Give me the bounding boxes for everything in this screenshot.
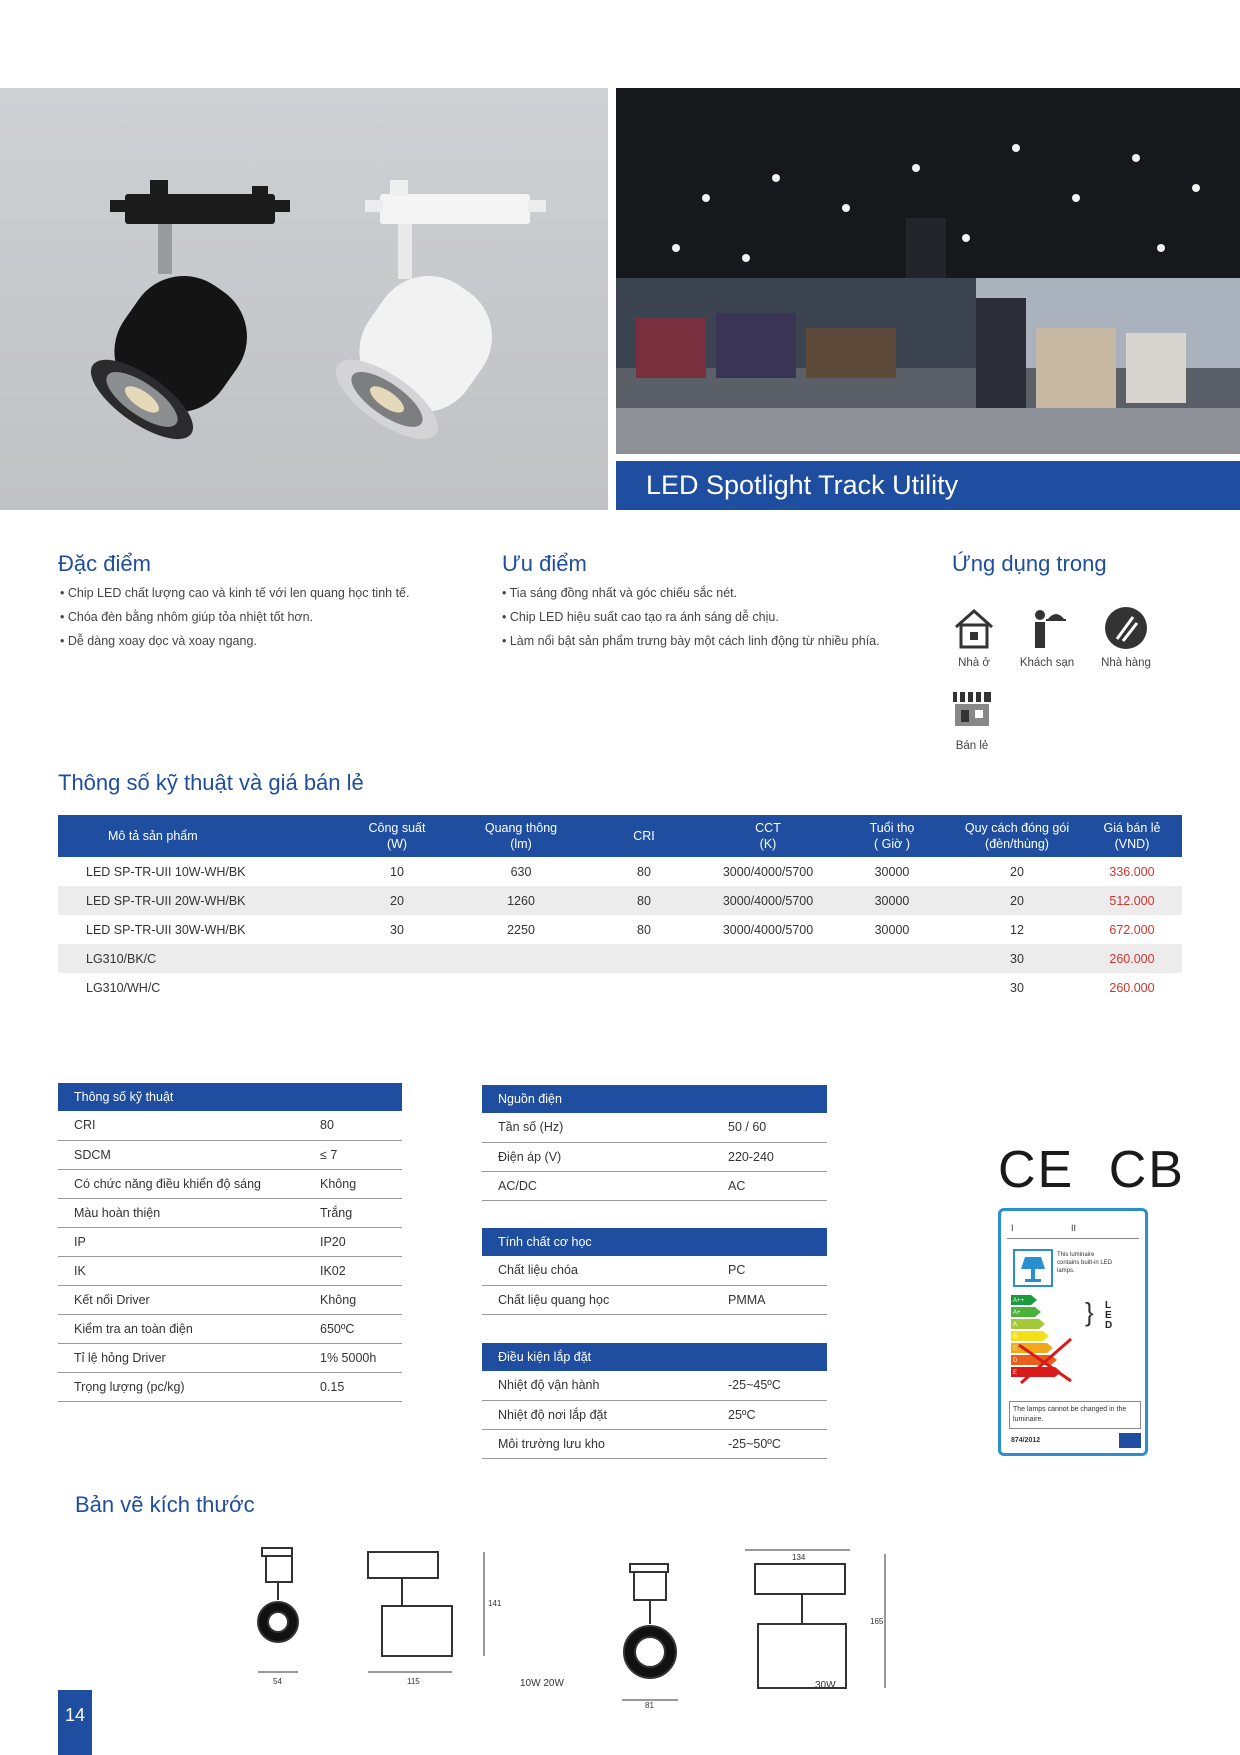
page-number: 14: [58, 1690, 92, 1755]
dim-134: 134: [792, 1553, 806, 1562]
list-item: • Chip LED hiệu suất cao tạo ra ánh sáng dễ chịu.: [502, 610, 922, 624]
installation-title: Điều kiện lắp đặt: [482, 1343, 827, 1371]
installation-table: [482, 1343, 827, 1459]
table-row: IK IK02: [58, 1256, 402, 1285]
dim-54: 54: [273, 1677, 282, 1686]
drawing-label-b: 30W: [815, 1680, 836, 1691]
table-row: CRI 80: [58, 1111, 402, 1140]
waiter-icon: [1024, 605, 1070, 651]
table-row: Kiểm tra an toàn điện 650ºC: [58, 1314, 402, 1343]
lamp-icon: [1013, 1249, 1053, 1287]
product-photo: [0, 88, 608, 510]
drawings-title: Bản vẽ kích thước: [75, 1492, 255, 1517]
table-row: AC/DC AC: [482, 1171, 827, 1200]
store-icon: [949, 688, 995, 734]
table-row: Tần số (Hz) 50 / 60: [482, 1113, 827, 1142]
dim-115: 115: [407, 1677, 420, 1686]
table-row: Kết nối Driver Không: [58, 1285, 402, 1314]
tech-specs-table: [58, 1083, 402, 1402]
table-row: LED SP-TR-UII 10W-WH/BK 10 630 80 3000/4000/5700 30000 20 336.000: [86, 864, 1155, 879]
applications-title: Ứng dụng trong: [952, 551, 1107, 576]
table-row: IP IP20: [58, 1227, 402, 1256]
col-cri: CRI: [584, 815, 704, 857]
col-packing: Quy cách đóng gói (đèn/thùng): [952, 815, 1082, 857]
energy-class-labels: A++ A+ A B C D E: [1013, 1298, 1025, 1376]
product-title-banner: LED Spotlight Track Utility: [616, 461, 1240, 510]
list-item: • Dễ dàng xoay dọc và xoay ngang.: [60, 634, 480, 648]
advantages-title: Ưu điểm: [502, 551, 587, 576]
mechanical-table: [482, 1228, 827, 1315]
col-lifetime: Tuổi thọ ( Giờ ): [832, 815, 952, 857]
led-letters: L E D: [1105, 1300, 1113, 1331]
black-spotlight-image: [79, 180, 290, 454]
features-list: [60, 586, 480, 658]
dim-81: 81: [645, 1701, 654, 1710]
table-row: Tỉ lệ hỏng Driver 1% 5000h: [58, 1343, 402, 1372]
list-item: • Chip LED chất lượng cao và kinh tế với len quang học tinh tế.: [60, 586, 480, 600]
features-title: Đặc điểm: [58, 551, 151, 576]
ce-mark: CE: [998, 1141, 1075, 1199]
price-section-title: Thông số kỹ thuật và giá bán lẻ: [58, 770, 364, 795]
dim-141: 141: [488, 1599, 502, 1608]
white-spotlight-image: [324, 180, 546, 454]
store-photo: [616, 88, 1240, 454]
table-row: Màu hoàn thiện Trắng: [58, 1198, 402, 1227]
col-price: Giá bán lẻ (VND): [1082, 815, 1182, 857]
col-description: Mô tả sản phẩm: [58, 815, 336, 857]
table-row: Chất liệu quang học PMMA: [482, 1285, 827, 1314]
list-item: • Làm nổi bật sản phẩm trưng bày một cách linh động từ nhiều phía.: [502, 634, 922, 648]
list-item: • Chóa đèn bằng nhôm giúp tỏa nhiệt tốt hơn.: [60, 610, 480, 624]
col-cct: CCT (K): [704, 815, 832, 857]
col-lumen: Quang thông (lm): [458, 815, 584, 857]
dimension-drawings: [240, 1540, 890, 1710]
app-hotel: Khách sạn: [1012, 605, 1082, 669]
price-table: [58, 815, 1182, 1002]
table-row: LED SP-TR-UII 30W-WH/BK 30 2250 80 3000/4000/5700 30000 12 672.000: [86, 922, 1155, 937]
drawing-label-a: 10W 20W: [520, 1678, 564, 1689]
table-row: Nhiệt độ nơi lắp đặt 25ºC: [482, 1400, 827, 1429]
table-header-row: [58, 815, 1182, 857]
advantages-list: [502, 586, 922, 658]
list-item: • Tia sáng đồng nhất và góc chiếu sắc nét.: [502, 586, 922, 600]
app-restaurant: Nhà hàng: [1091, 605, 1161, 669]
power-title: Nguồn điện: [482, 1085, 827, 1113]
table-row: SDCM ≤ 7: [58, 1140, 402, 1169]
house-icon: [951, 605, 997, 651]
tech-specs-title: Thông số kỹ thuật: [58, 1083, 402, 1111]
table-row: Có chức năng điều khiển độ sáng Không: [58, 1169, 402, 1198]
col-power: Công suất (W): [336, 815, 458, 857]
power-table: [482, 1085, 827, 1201]
table-row: LG310/WH/C 30 260.000: [86, 980, 1155, 995]
table-row: Môi trường lưu kho -25~50ºC: [482, 1429, 827, 1458]
eu-flag-icon: [1119, 1433, 1141, 1448]
mechanical-title: Tính chất cơ học: [482, 1228, 827, 1256]
table-row: Chất liệu chóa PC: [482, 1256, 827, 1285]
table-row: Điện áp (V) 220-240: [482, 1142, 827, 1171]
cb-mark: CB: [1108, 1141, 1185, 1199]
ce-cb-marks: [998, 1140, 1185, 1200]
fork-knife-icon: [1103, 605, 1149, 651]
table-row: Trọng lượng (pc/kg) 0.15: [58, 1372, 402, 1401]
app-home: Nhà ở: [939, 605, 1009, 669]
table-row: LG310/BK/C 30 260.000: [58, 944, 1182, 973]
table-row: LED SP-TR-UII 20W-WH/BK 20 1260 80 3000/4000/5700 30000 20 512.000: [58, 886, 1182, 915]
table-row: Nhiệt độ vận hành -25~45ºC: [482, 1371, 827, 1400]
dim-165: 165: [870, 1617, 884, 1626]
app-retail: Bán lẻ: [937, 688, 1007, 752]
energy-label: I II This luminaire contains built-in LED lamps. A++ A+ A B C D E } L E D The lamps cannot be changed in the luminaire. 874/2012: [998, 1208, 1148, 1456]
